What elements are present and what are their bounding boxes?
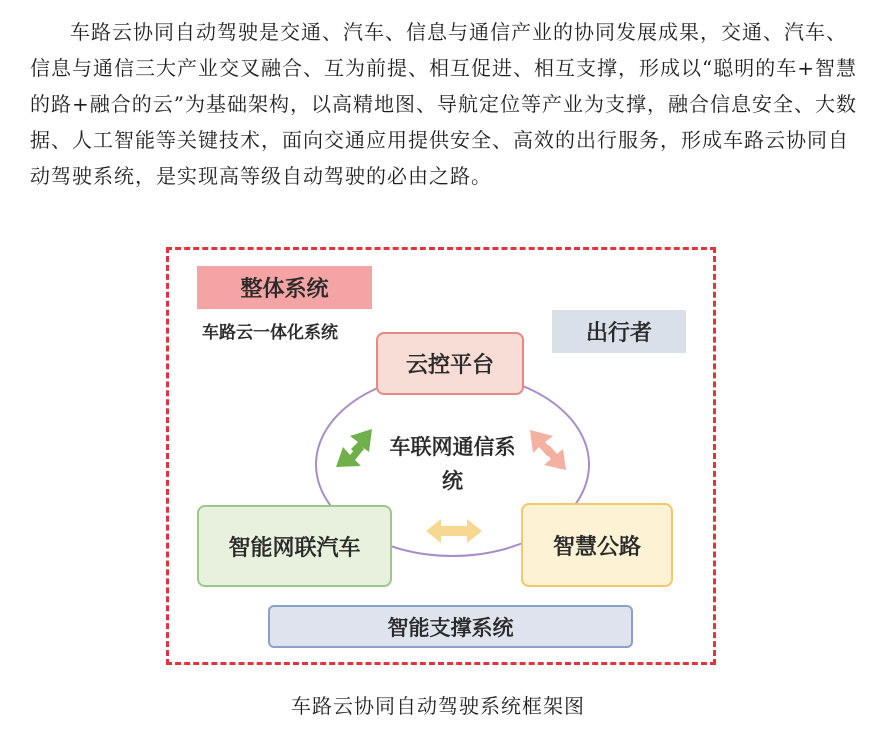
v2x-comm-label: 车联网通信系统 xyxy=(389,435,516,493)
traveler-label: 出行者 xyxy=(552,310,686,353)
smart-road-box: 智慧公路 xyxy=(521,503,673,587)
cloud-platform-box: 云控平台 xyxy=(376,332,524,395)
integrated-system-label: 车路云一体化系统 xyxy=(202,323,338,343)
overall-system-label: 整体系统 xyxy=(197,266,372,309)
support-system-box: 智能支撑系统 xyxy=(268,605,633,648)
figure-caption: 车路云协同自动驾驶系统框架图 xyxy=(291,694,585,718)
smart-vehicle-box: 智能网联汽车 xyxy=(197,505,392,587)
intro-paragraph: 车路云协同自动驾驶是交通、汽车、信息与通信产业的协同发展成果，交通、汽车、信息与通信三大产业交叉融合、互为前提、相互促进、相互支撑，形成以“聪明的车+智慧的路+融合的云”为基础架构，以高精地图、导航定位等产业为支撑，融合信息安全、大数据、人工智能等关键技术，面向交通应用提供安全、高效的出行服务，形成车路云协同自动驾驶系统，是实现高等级自动驾驶的必由之路。 xyxy=(30,20,857,188)
